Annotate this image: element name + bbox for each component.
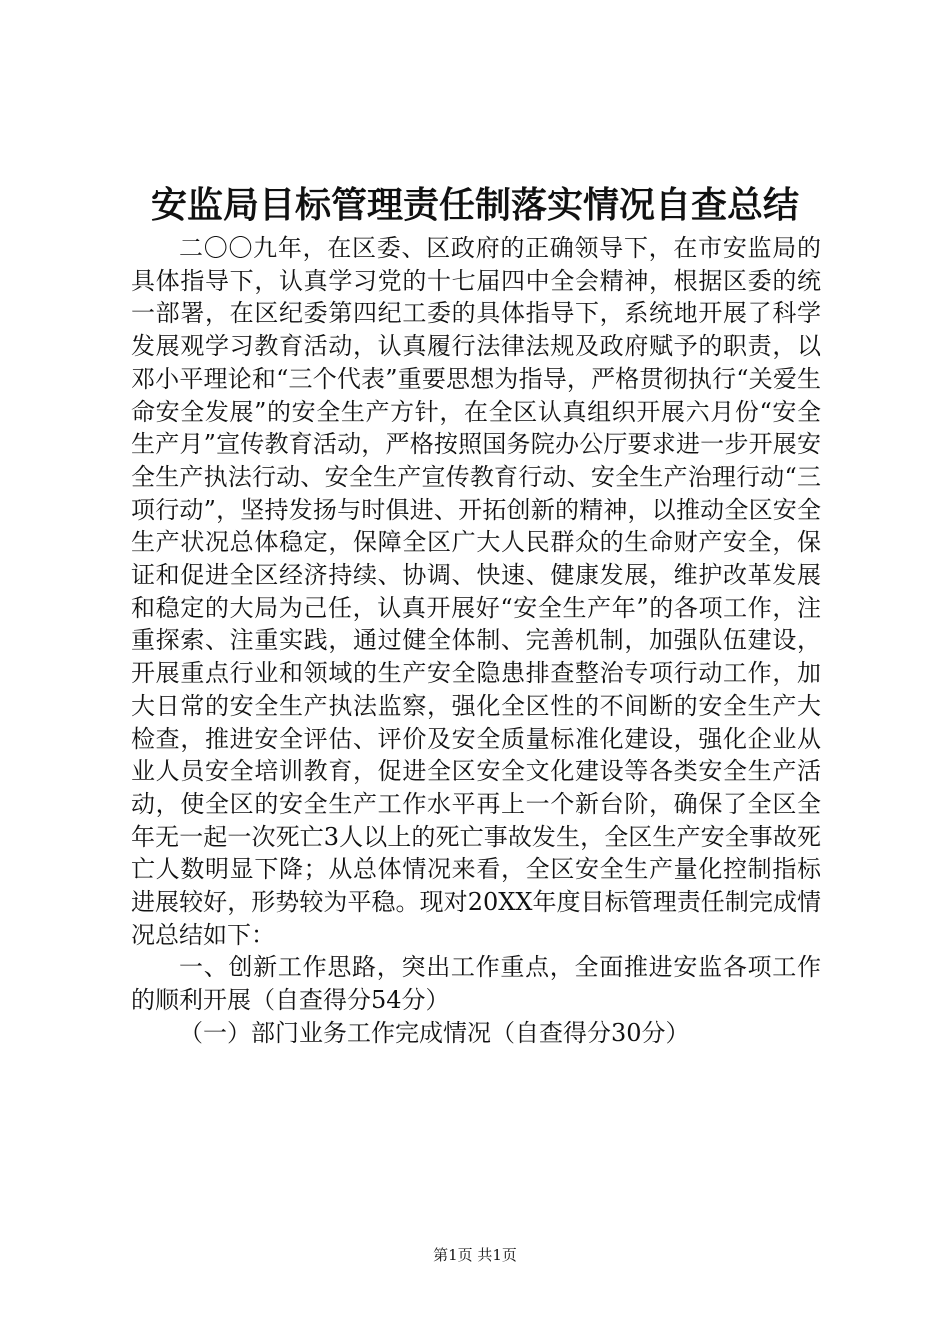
document-body — [131, 232, 821, 1050]
page-footer: 第1页 共1页 — [433, 1246, 517, 1264]
section-heading-1: 一、创新工作思路，突出工作重点，全面推进安监各项工作的顺利开展（自查得分54分） — [131, 953, 821, 1015]
subsection-heading-1: （一）部门业务工作完成情况（自查得分30分） — [179, 1018, 690, 1047]
document-title: 安监局目标管理责任制落实情况自查总结 — [150, 184, 799, 226]
intro-paragraph: 二〇〇九年，在区委、区政府的正确领导下，在市安监局的具体指导下，认真学习党的十七届四中全会精神，根据区委的统一部署，在区纪委第四纪工委的具体指导下，系统地开展了科学发展观学习教育活动，认真履行法律法规及政府赋予的职责，以邓小平理论和“三个代表”重要思想为指导，严格贯彻执行“关爱生命安全发展”的安全生产方针，在全区认真组织开展六月份“安全生产月”宣传教育活动，严格按照国务院办公厅要求进一步开展安全生产执法行动、安全生产宣传教育行动、安全生产治理行动“三项行动”，坚持发扬与时俱进、开拓创新的精神，以推动全区安全生产状况总体稳定，保障全区广大人民群众的生命财产安全，保证和促进全区经济持续、协调、快速、健康发展，维护改革发展和稳定的大局为己任，认真开展好“安全生产年”的各项工作，注重探索、注重实践，通过健全体制、完善机制，加强队伍建设，开展重点行业和领域的生产安全隐患排查整治专项行动工作，加大日常的安全生产执法监察，强化全区性的不间断的安全生产大检查，推进安全评估、评价及安全质量标准化建设，强化企业从业人员安全培训教育，促进全区安全文化建设等各类安全生产活动，使全区的安全生产工作水平再上一个新台阶，确保了全区全年无一起一次死亡3人以上的死亡事故发生，全区生产安全事故死亡人数明显下降；从总体情况来看，全区安全生产量化控制指标进展较好，形势较为平稳。现对20XX年度目标管理责任制完成情况总结如下： — [131, 234, 821, 949]
